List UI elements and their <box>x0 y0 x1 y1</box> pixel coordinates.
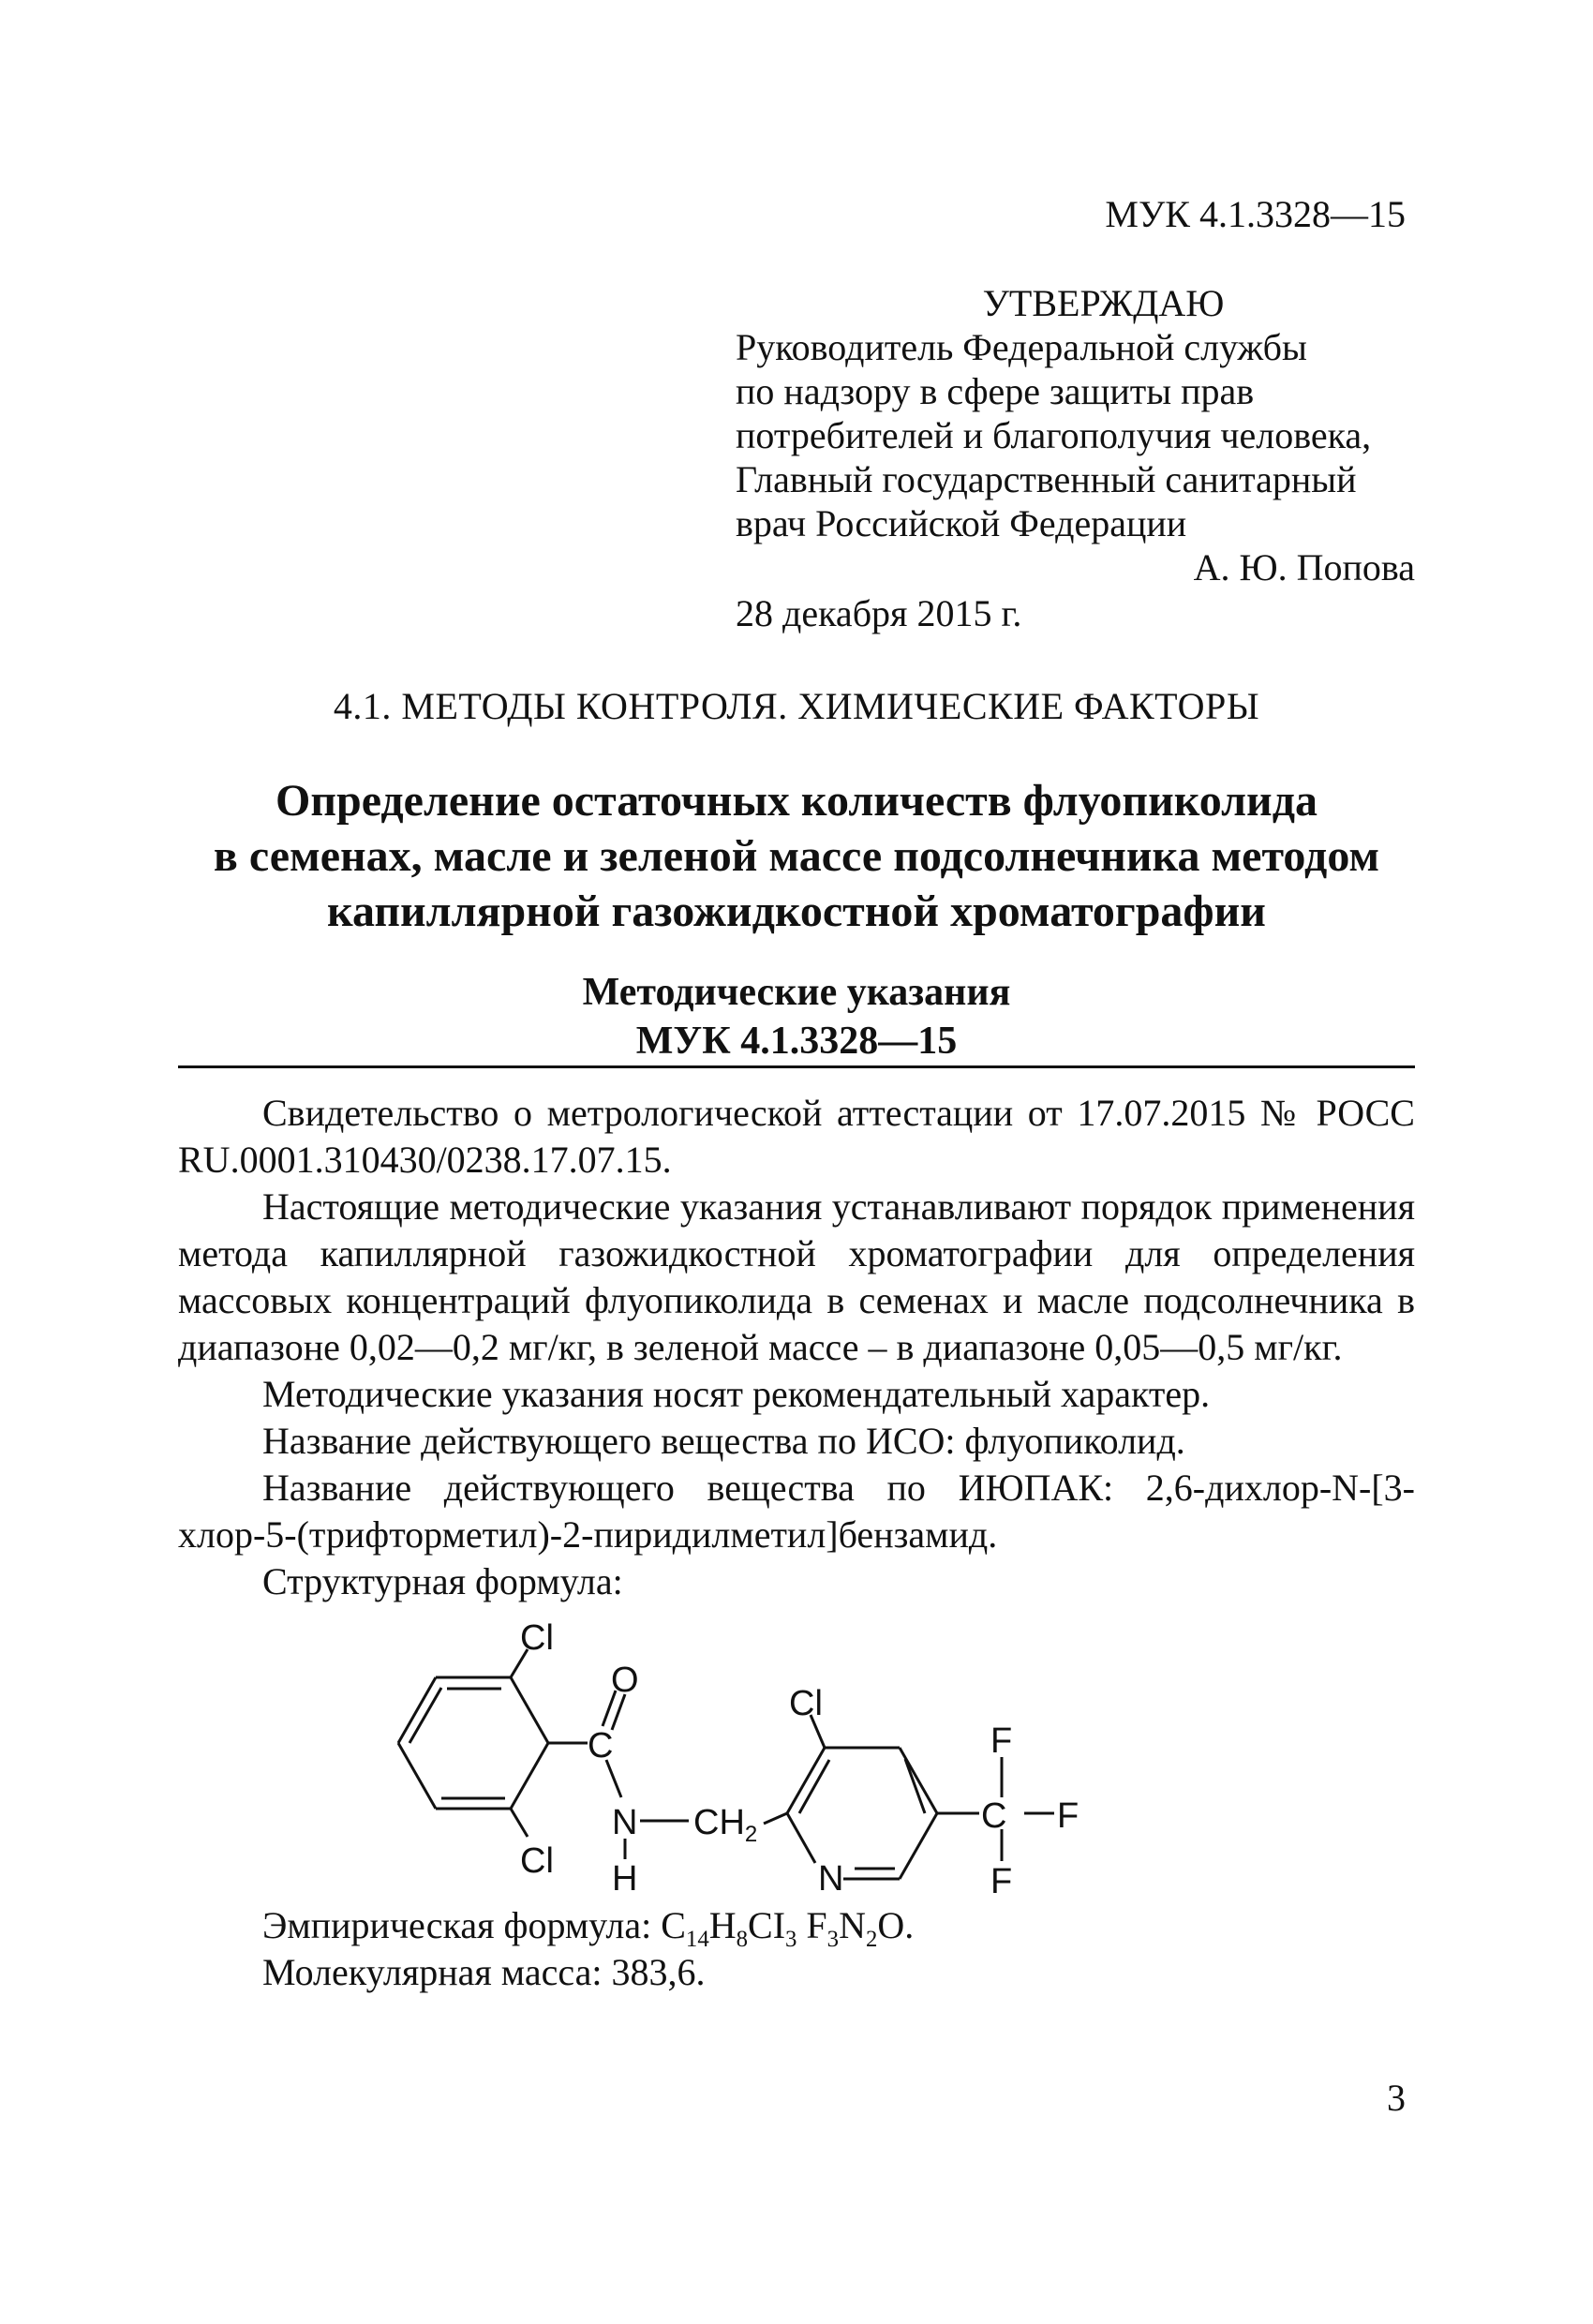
subtitle-line: Методические указания <box>582 971 1011 1014</box>
approval-line: по надзору в сфере защиты прав <box>736 370 1255 412</box>
fluorine-top: F <box>990 1721 1013 1761</box>
certificate-paragraph: Свидетельство о метрологической аттестации от 17.07.2015 № РОСС RU.0001.310430/0238.17.07.15. <box>178 1092 1415 1181</box>
amide-nitrogen: N <box>612 1803 638 1842</box>
molecular-mass <box>178 1949 1415 1996</box>
empirical-formula-label: Эмпирическая формула: <box>262 1904 662 1946</box>
molecular-mass-label: Молекулярная масса: <box>262 1951 612 1993</box>
chlorine-bottom: Cl <box>520 1841 554 1881</box>
title-line: капиллярной газожидкостной хроматографии <box>327 886 1266 936</box>
title-line: в семенах, масле и зеленой массе подсолнечника методом <box>213 831 1380 881</box>
structure-diagram <box>370 1621 1251 1893</box>
approval-date: 28 декабря 2015 г. <box>736 592 1022 634</box>
fluorine-right: F <box>1057 1796 1079 1836</box>
fluorine-bottom: F <box>990 1862 1013 1893</box>
chlorine-pyridine: Cl <box>789 1684 823 1723</box>
formula-subscript: 8 <box>736 1927 749 1952</box>
character-paragraph: Методические указания носят рекомендательный характер. <box>262 1373 1211 1415</box>
section-heading: 4.1. МЕТОДЫ КОНТРОЛЯ. ХИМИЧЕСКИЕ ФАКТОРЫ <box>333 685 1260 727</box>
approval-line: Главный государственный санитарный <box>736 458 1357 500</box>
formula-element: H <box>708 1904 737 1946</box>
formula-subscript: 2 <box>865 1927 878 1952</box>
formula-element: F <box>796 1904 827 1946</box>
structural-formula-label: Структурная формула: <box>262 1560 623 1602</box>
carbonyl-carbon: C <box>588 1726 614 1765</box>
approval-block <box>736 281 1415 635</box>
formula-element: CI <box>748 1904 786 1946</box>
document-code: МУК 4.1.3328—15 <box>1105 193 1406 235</box>
pyridine-nitrogen: N <box>818 1859 844 1893</box>
trifluoromethyl-carbon: C <box>981 1796 1007 1836</box>
bonds <box>398 1649 1054 1879</box>
amide-hydrogen: H <box>612 1859 638 1893</box>
document-subtitle <box>178 968 1415 1065</box>
oxygen: O <box>611 1661 639 1700</box>
document-title <box>178 773 1415 939</box>
iso-name-paragraph: Название действующего вещества по ИСО: флуопиколид. <box>262 1420 1185 1462</box>
methylene-subscript: 2 <box>744 1822 758 1847</box>
molecular-mass-value: 383,6. <box>611 1951 706 1993</box>
methylene-group <box>693 1803 757 1847</box>
document-body <box>178 1090 1415 1605</box>
approval-line: Руководитель Федеральной службы <box>736 326 1307 368</box>
empirical-formula <box>178 1902 1415 1952</box>
formula-section <box>178 1902 1415 1996</box>
methylene-ch: CH <box>693 1803 745 1842</box>
title-divider <box>178 1065 1415 1068</box>
chlorine-top: Cl <box>520 1621 554 1658</box>
formula-element: O. <box>877 1904 915 1946</box>
formula-element: C <box>661 1904 686 1946</box>
formula-subscript: 3 <box>826 1927 840 1952</box>
scope-paragraph: Настоящие методические указания устанавливают порядок применения метода капиллярной газожидкостной хроматографии для определения массовых концентраций флуопиколида в семенах и масле подсолнечника в диапазоне 0,02—0,2 мг/кг, в зеленой массе – в диапазоне 0,05—0,5 мг/кг. <box>178 1185 1415 1368</box>
page-number: 3 <box>1387 2077 1406 2119</box>
approval-signatory: А. Ю. Попова <box>1193 546 1415 588</box>
approval-line: потребителей и благополучия человека, <box>736 414 1372 456</box>
formula-element: N <box>839 1904 866 1946</box>
title-line: Определение остаточных количеств флуопиколида <box>275 776 1318 826</box>
formula-subscript: 3 <box>785 1927 797 1952</box>
approval-line: врач Российской Федерации <box>736 502 1187 544</box>
structural-formula <box>370 1621 1251 1893</box>
approval-heading: УТВЕРЖДАЮ <box>982 282 1225 324</box>
formula-subscript: 14 <box>685 1927 709 1952</box>
iupac-name-paragraph: Название действующего вещества по ИЮПАК: 2,6-дихлор-N-[3-хлор-5-(трифторметил)-2-пиридилметил]бензамид. <box>178 1467 1415 1556</box>
subtitle-code: МУК 4.1.3328—15 <box>635 1020 958 1063</box>
